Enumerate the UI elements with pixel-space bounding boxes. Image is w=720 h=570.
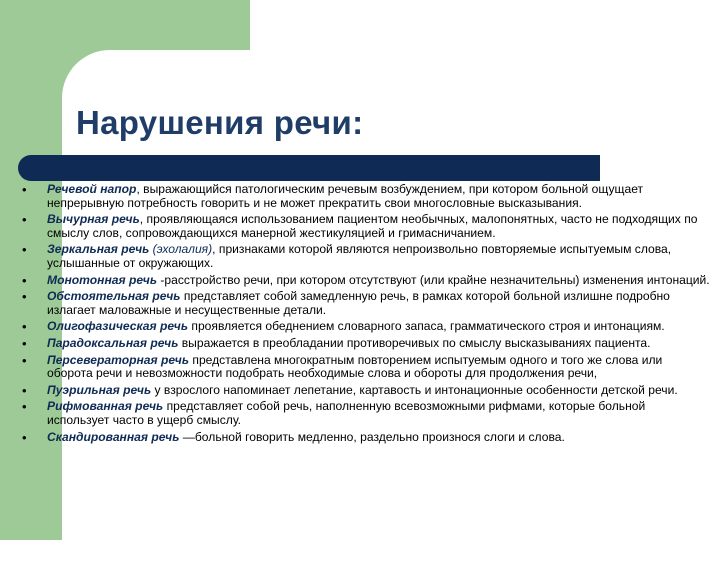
item-description: представляет собой замедленную речь, в рамках которой больной излишне подробно излагает маловажные и несущественные детали. — [47, 289, 670, 317]
bullet-icon: • — [22, 319, 27, 335]
list-item — [20, 431, 710, 445]
list-item — [20, 384, 710, 398]
item-term: Вычурная речь — [47, 212, 140, 227]
bullet-icon: • — [22, 335, 27, 351]
item-description: выражается в преобладании противоречивых по смыслу высказываниях пациента. — [178, 335, 651, 350]
item-term: Олигофазическая речь — [47, 319, 189, 334]
list-item — [20, 213, 710, 240]
item-description: проявляется обеднением словарного запаса, грамматического строя и интонациям. — [188, 319, 665, 334]
list-item — [20, 337, 710, 351]
item-term: Парадоксальная речь — [47, 335, 179, 350]
item-description: -расстройство речи, при котором отсутствуют (или крайне незначительны) изменения интонаций. — [157, 272, 710, 287]
list-item — [20, 354, 710, 381]
list-item — [20, 290, 710, 317]
bullet-list — [20, 183, 710, 447]
item-description: , проявляющаяся использованием пациентом необычных, малопонятных, часто не подходящих по смыслу слов, сопровождающихся манерной жестикуляцией и гримасничанием. — [47, 212, 698, 240]
bullet-icon: • — [22, 429, 27, 445]
item-term: Рифмованная речь — [47, 399, 164, 414]
item-term: Пуэрильная речь — [47, 382, 152, 397]
slide-title: Нарушения речи: — [76, 104, 364, 141]
item-description: , выражающийся патологическим речевым возбуждением, при котором больной ощущает непрерывную потребность говорить и не может прекратить свои многословные высказывания. — [47, 182, 644, 210]
bullet-icon: • — [22, 352, 27, 368]
item-description: , признаками которой являются непроизвольно повторяемые испытуемым слова, услышанные от окружающих. — [47, 242, 672, 270]
bullet-icon: • — [22, 212, 27, 228]
item-description: представлена многократным повторением испытуемым одного и того же слова или оборота речи и невозможности подобрать необходимые слова и обороты для продолжения речи, — [47, 352, 663, 381]
bullet-icon: • — [22, 242, 27, 258]
list-item — [20, 243, 710, 270]
list-item — [20, 183, 710, 210]
item-term-alias: (эхолалия) — [149, 242, 213, 257]
title-underline-bar — [18, 155, 600, 181]
item-term: Обстоятельная речь — [47, 289, 181, 304]
bullet-icon: • — [22, 289, 27, 305]
item-term: Монотонная речь — [47, 272, 157, 287]
item-term: Скандированная речь — [47, 429, 180, 444]
list-item — [20, 274, 710, 288]
item-term: Зеркальная речь — [47, 242, 150, 257]
bullet-icon: • — [22, 272, 27, 288]
item-term: Персевераторная речь — [47, 352, 190, 367]
item-term: Речевой напор — [47, 182, 137, 196]
bullet-icon: • — [22, 382, 27, 398]
bullet-icon: • — [22, 182, 27, 197]
item-description: представляет собой речь, наполненную всевозможными рифмами, которые больной использует часто в ущерб смыслу. — [47, 399, 646, 427]
item-description: у взрослого напоминает лепетание, картавость и интонационные особенности детской речи. — [151, 382, 678, 397]
list-item — [20, 320, 710, 334]
list-item — [20, 400, 710, 427]
bullet-icon: • — [22, 399, 27, 415]
item-description: —больной говорить медленно, раздельно произнося слоги и слова. — [179, 429, 565, 444]
